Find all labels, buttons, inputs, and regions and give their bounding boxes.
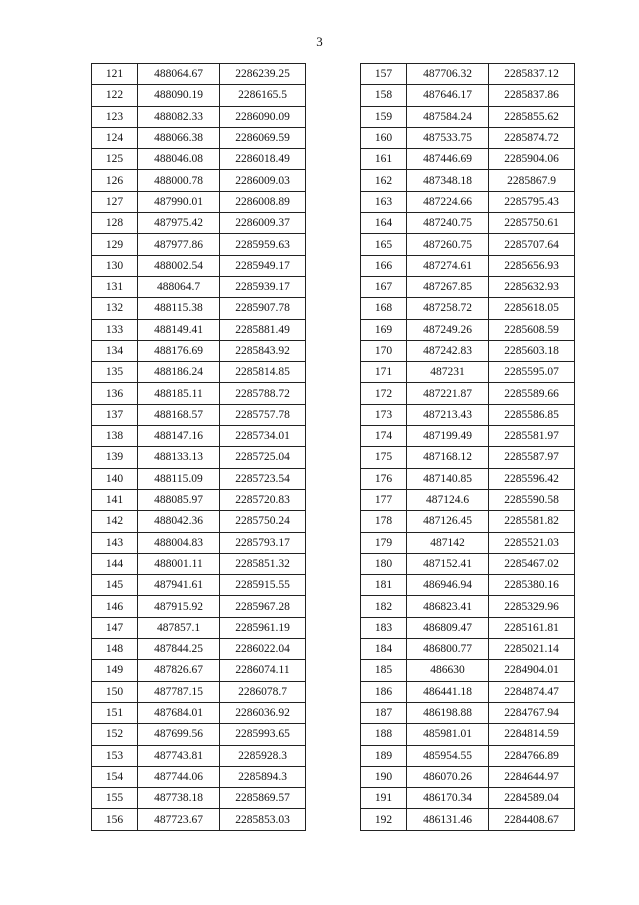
x-coordinate-cell: 487168.12 <box>407 447 489 468</box>
coordinates-table-left <box>91 63 306 831</box>
x-coordinate-cell: 487446.69 <box>407 149 489 170</box>
point-number-cell: 175 <box>361 447 407 468</box>
y-coordinate-cell: 2285589.66 <box>489 383 575 404</box>
point-number-cell: 151 <box>92 702 138 723</box>
y-coordinate-cell: 2286078.7 <box>220 681 306 702</box>
table-row <box>92 170 306 191</box>
x-coordinate-cell: 487975.42 <box>138 213 220 234</box>
y-coordinate-cell: 2285603.18 <box>489 340 575 361</box>
table-row <box>92 106 306 127</box>
point-number-cell: 163 <box>361 191 407 212</box>
y-coordinate-cell: 2285869.57 <box>220 788 306 809</box>
point-number-cell: 165 <box>361 234 407 255</box>
y-coordinate-cell: 2285915.55 <box>220 575 306 596</box>
y-coordinate-cell: 2285928.3 <box>220 745 306 766</box>
y-coordinate-cell: 2285467.02 <box>489 553 575 574</box>
point-number-cell: 190 <box>361 766 407 787</box>
y-coordinate-cell: 2284589.04 <box>489 788 575 809</box>
table-row <box>92 127 306 148</box>
x-coordinate-cell: 488085.97 <box>138 489 220 510</box>
y-coordinate-cell: 2285881.49 <box>220 319 306 340</box>
point-number-cell: 171 <box>361 362 407 383</box>
y-coordinate-cell: 2284874.47 <box>489 681 575 702</box>
table-row <box>361 575 575 596</box>
table-row <box>361 681 575 702</box>
table-row <box>92 809 306 830</box>
y-coordinate-cell: 2285814.85 <box>220 362 306 383</box>
point-number-cell: 146 <box>92 596 138 617</box>
point-number-cell: 154 <box>92 766 138 787</box>
point-number-cell: 136 <box>92 383 138 404</box>
x-coordinate-cell: 487260.75 <box>407 234 489 255</box>
x-coordinate-cell: 485981.01 <box>407 724 489 745</box>
point-number-cell: 166 <box>361 255 407 276</box>
table-row <box>361 234 575 255</box>
x-coordinate-cell: 488001.11 <box>138 553 220 574</box>
table-row <box>361 340 575 361</box>
point-number-cell: 157 <box>361 64 407 85</box>
x-coordinate-cell: 488002.54 <box>138 255 220 276</box>
y-coordinate-cell: 2285750.24 <box>220 511 306 532</box>
point-number-cell: 134 <box>92 340 138 361</box>
page-number: 3 <box>316 34 323 49</box>
y-coordinate-cell: 2286036.92 <box>220 702 306 723</box>
table-row <box>361 127 575 148</box>
x-coordinate-cell: 487240.75 <box>407 213 489 234</box>
x-coordinate-cell: 486946.94 <box>407 575 489 596</box>
table-row <box>92 234 306 255</box>
y-coordinate-cell: 2284904.01 <box>489 660 575 681</box>
table-row <box>92 276 306 297</box>
x-coordinate-cell: 487826.67 <box>138 660 220 681</box>
point-number-cell: 131 <box>92 276 138 297</box>
table-row <box>92 553 306 574</box>
table-row <box>92 596 306 617</box>
coordinates-table-right <box>360 63 575 831</box>
table-row <box>361 319 575 340</box>
point-number-cell: 137 <box>92 404 138 425</box>
table-row <box>92 362 306 383</box>
x-coordinate-cell: 487646.17 <box>407 85 489 106</box>
table-row <box>361 64 575 85</box>
table-row <box>361 298 575 319</box>
point-number-cell: 152 <box>92 724 138 745</box>
point-number-cell: 187 <box>361 702 407 723</box>
y-coordinate-cell: 2286009.03 <box>220 170 306 191</box>
point-number-cell: 147 <box>92 617 138 638</box>
table-row <box>92 64 306 85</box>
y-coordinate-cell: 2285795.43 <box>489 191 575 212</box>
table-row <box>92 255 306 276</box>
table-row <box>361 276 575 297</box>
y-coordinate-cell: 2285618.05 <box>489 298 575 319</box>
y-coordinate-cell: 2285596.42 <box>489 468 575 489</box>
point-number-cell: 185 <box>361 660 407 681</box>
y-coordinate-cell: 2285632.93 <box>489 276 575 297</box>
x-coordinate-cell: 487258.72 <box>407 298 489 319</box>
y-coordinate-cell: 2285867.9 <box>489 170 575 191</box>
x-coordinate-cell: 487787.15 <box>138 681 220 702</box>
point-number-cell: 128 <box>92 213 138 234</box>
y-coordinate-cell: 2285595.07 <box>489 362 575 383</box>
table-row <box>92 298 306 319</box>
table-row <box>92 660 306 681</box>
point-number-cell: 140 <box>92 468 138 489</box>
point-number-cell: 133 <box>92 319 138 340</box>
y-coordinate-cell: 2286009.37 <box>220 213 306 234</box>
table-row <box>361 362 575 383</box>
point-number-cell: 153 <box>92 745 138 766</box>
x-coordinate-cell: 486823.41 <box>407 596 489 617</box>
table-row <box>361 596 575 617</box>
y-coordinate-cell: 2285843.92 <box>220 340 306 361</box>
point-number-cell: 122 <box>92 85 138 106</box>
table-row <box>361 383 575 404</box>
y-coordinate-cell: 2285853.03 <box>220 809 306 830</box>
x-coordinate-cell: 487533.75 <box>407 127 489 148</box>
table-row <box>92 191 306 212</box>
y-coordinate-cell: 2285707.64 <box>489 234 575 255</box>
y-coordinate-cell: 2284408.67 <box>489 809 575 830</box>
x-coordinate-cell: 487915.92 <box>138 596 220 617</box>
x-coordinate-cell: 487706.32 <box>407 64 489 85</box>
point-number-cell: 178 <box>361 511 407 532</box>
table-row <box>361 468 575 489</box>
x-coordinate-cell: 487699.56 <box>138 724 220 745</box>
y-coordinate-cell: 2285837.86 <box>489 85 575 106</box>
y-coordinate-cell: 2285590.58 <box>489 489 575 510</box>
point-number-cell: 170 <box>361 340 407 361</box>
x-coordinate-cell: 487221.87 <box>407 383 489 404</box>
x-coordinate-cell: 487242.83 <box>407 340 489 361</box>
x-coordinate-cell: 486441.18 <box>407 681 489 702</box>
y-coordinate-cell: 2285837.12 <box>489 64 575 85</box>
y-coordinate-cell: 2285329.96 <box>489 596 575 617</box>
y-coordinate-cell: 2285380.16 <box>489 575 575 596</box>
y-coordinate-cell: 2285161.81 <box>489 617 575 638</box>
x-coordinate-cell: 486198.88 <box>407 702 489 723</box>
table-row <box>92 468 306 489</box>
table-row <box>361 724 575 745</box>
x-coordinate-cell: 487857.1 <box>138 617 220 638</box>
x-coordinate-cell: 488133.13 <box>138 447 220 468</box>
y-coordinate-cell: 2285894.3 <box>220 766 306 787</box>
y-coordinate-cell: 2284766.89 <box>489 745 575 766</box>
x-coordinate-cell: 487743.81 <box>138 745 220 766</box>
x-coordinate-cell: 488168.57 <box>138 404 220 425</box>
point-number-cell: 188 <box>361 724 407 745</box>
x-coordinate-cell: 487977.86 <box>138 234 220 255</box>
point-number-cell: 142 <box>92 511 138 532</box>
y-coordinate-cell: 2286074.11 <box>220 660 306 681</box>
table-row <box>361 617 575 638</box>
x-coordinate-cell: 487738.18 <box>138 788 220 809</box>
table-row <box>92 575 306 596</box>
point-number-cell: 173 <box>361 404 407 425</box>
table-row <box>92 745 306 766</box>
table-row <box>92 149 306 170</box>
y-coordinate-cell: 2285874.72 <box>489 127 575 148</box>
x-coordinate-cell: 488149.41 <box>138 319 220 340</box>
y-coordinate-cell: 2285656.93 <box>489 255 575 276</box>
x-coordinate-cell: 486070.26 <box>407 766 489 787</box>
y-coordinate-cell: 2286069.59 <box>220 127 306 148</box>
y-coordinate-cell: 2285581.97 <box>489 426 575 447</box>
x-coordinate-cell: 488090.19 <box>138 85 220 106</box>
x-coordinate-cell: 488082.33 <box>138 106 220 127</box>
point-number-cell: 125 <box>92 149 138 170</box>
point-number-cell: 123 <box>92 106 138 127</box>
point-number-cell: 148 <box>92 639 138 660</box>
table-row <box>92 766 306 787</box>
x-coordinate-cell: 486809.47 <box>407 617 489 638</box>
point-number-cell: 191 <box>361 788 407 809</box>
point-number-cell: 189 <box>361 745 407 766</box>
y-coordinate-cell: 2285720.83 <box>220 489 306 510</box>
x-coordinate-cell: 488176.69 <box>138 340 220 361</box>
point-number-cell: 141 <box>92 489 138 510</box>
x-coordinate-cell: 487142 <box>407 532 489 553</box>
x-coordinate-cell: 487348.18 <box>407 170 489 191</box>
x-coordinate-cell: 487124.6 <box>407 489 489 510</box>
table-row <box>361 426 575 447</box>
y-coordinate-cell: 2286090.09 <box>220 106 306 127</box>
table-row <box>361 404 575 425</box>
table-row <box>92 788 306 809</box>
point-number-cell: 174 <box>361 426 407 447</box>
table-row <box>92 489 306 510</box>
table-row <box>361 213 575 234</box>
point-number-cell: 186 <box>361 681 407 702</box>
table-row <box>92 340 306 361</box>
x-coordinate-cell: 487126.45 <box>407 511 489 532</box>
table-row <box>92 532 306 553</box>
y-coordinate-cell: 2286239.25 <box>220 64 306 85</box>
point-number-cell: 127 <box>92 191 138 212</box>
y-coordinate-cell: 2284644.97 <box>489 766 575 787</box>
x-coordinate-cell: 488185.11 <box>138 383 220 404</box>
point-number-cell: 184 <box>361 639 407 660</box>
table-row <box>92 639 306 660</box>
point-number-cell: 132 <box>92 298 138 319</box>
table-row <box>92 383 306 404</box>
point-number-cell: 162 <box>361 170 407 191</box>
table-row <box>361 660 575 681</box>
point-number-cell: 172 <box>361 383 407 404</box>
y-coordinate-cell: 2285788.72 <box>220 383 306 404</box>
y-coordinate-cell: 2285725.04 <box>220 447 306 468</box>
table-row <box>361 639 575 660</box>
y-coordinate-cell: 2285949.17 <box>220 255 306 276</box>
y-coordinate-cell: 2286018.49 <box>220 149 306 170</box>
y-coordinate-cell: 2286165.5 <box>220 85 306 106</box>
point-number-cell: 135 <box>92 362 138 383</box>
x-coordinate-cell: 487152.41 <box>407 553 489 574</box>
point-number-cell: 183 <box>361 617 407 638</box>
x-coordinate-cell: 488046.08 <box>138 149 220 170</box>
x-coordinate-cell: 488004.83 <box>138 532 220 553</box>
y-coordinate-cell: 2285021.14 <box>489 639 575 660</box>
table-row <box>92 85 306 106</box>
table-row <box>361 809 575 830</box>
y-coordinate-cell: 2285581.82 <box>489 511 575 532</box>
x-coordinate-cell: 487744.06 <box>138 766 220 787</box>
x-coordinate-cell: 487267.85 <box>407 276 489 297</box>
point-number-cell: 156 <box>92 809 138 830</box>
x-coordinate-cell: 487684.01 <box>138 702 220 723</box>
point-number-cell: 126 <box>92 170 138 191</box>
table-row <box>361 447 575 468</box>
x-coordinate-cell: 487274.61 <box>407 255 489 276</box>
point-number-cell: 144 <box>92 553 138 574</box>
x-coordinate-cell: 488064.7 <box>138 276 220 297</box>
y-coordinate-cell: 2285967.28 <box>220 596 306 617</box>
x-coordinate-cell: 487844.25 <box>138 639 220 660</box>
x-coordinate-cell: 487224.66 <box>407 191 489 212</box>
table-row <box>361 149 575 170</box>
table-row <box>92 702 306 723</box>
y-coordinate-cell: 2284767.94 <box>489 702 575 723</box>
table-row <box>92 724 306 745</box>
y-coordinate-cell: 2285521.03 <box>489 532 575 553</box>
point-number-cell: 139 <box>92 447 138 468</box>
x-coordinate-cell: 486800.77 <box>407 639 489 660</box>
x-coordinate-cell: 486170.34 <box>407 788 489 809</box>
x-coordinate-cell: 487941.61 <box>138 575 220 596</box>
point-number-cell: 176 <box>361 468 407 489</box>
point-number-cell: 180 <box>361 553 407 574</box>
x-coordinate-cell: 487213.43 <box>407 404 489 425</box>
table-row <box>92 447 306 468</box>
y-coordinate-cell: 2284814.59 <box>489 724 575 745</box>
x-coordinate-cell: 486131.46 <box>407 809 489 830</box>
table-row <box>92 681 306 702</box>
x-coordinate-cell: 488000.78 <box>138 170 220 191</box>
x-coordinate-cell: 487199.49 <box>407 426 489 447</box>
table-row <box>361 191 575 212</box>
y-coordinate-cell: 2285750.61 <box>489 213 575 234</box>
point-number-cell: 143 <box>92 532 138 553</box>
x-coordinate-cell: 488042.36 <box>138 511 220 532</box>
y-coordinate-cell: 2285757.78 <box>220 404 306 425</box>
point-number-cell: 121 <box>92 64 138 85</box>
point-number-cell: 161 <box>361 149 407 170</box>
table-row <box>92 426 306 447</box>
point-number-cell: 158 <box>361 85 407 106</box>
point-number-cell: 177 <box>361 489 407 510</box>
table-row <box>361 553 575 574</box>
y-coordinate-cell: 2285793.17 <box>220 532 306 553</box>
table-row <box>361 702 575 723</box>
x-coordinate-cell: 488186.24 <box>138 362 220 383</box>
table-row <box>92 404 306 425</box>
table-row <box>361 788 575 809</box>
x-coordinate-cell: 487249.26 <box>407 319 489 340</box>
point-number-cell: 164 <box>361 213 407 234</box>
point-number-cell: 130 <box>92 255 138 276</box>
point-number-cell: 192 <box>361 809 407 830</box>
point-number-cell: 169 <box>361 319 407 340</box>
x-coordinate-cell: 488115.09 <box>138 468 220 489</box>
table-row <box>361 766 575 787</box>
x-coordinate-cell: 488115.38 <box>138 298 220 319</box>
y-coordinate-cell: 2285608.59 <box>489 319 575 340</box>
table-row <box>361 745 575 766</box>
table-row <box>361 170 575 191</box>
y-coordinate-cell: 2285723.54 <box>220 468 306 489</box>
point-number-cell: 160 <box>361 127 407 148</box>
y-coordinate-cell: 2285993.65 <box>220 724 306 745</box>
table-row <box>361 106 575 127</box>
x-coordinate-cell: 487990.01 <box>138 191 220 212</box>
y-coordinate-cell: 2285586.85 <box>489 404 575 425</box>
point-number-cell: 129 <box>92 234 138 255</box>
x-coordinate-cell: 487140.85 <box>407 468 489 489</box>
table-row <box>92 511 306 532</box>
point-number-cell: 138 <box>92 426 138 447</box>
x-coordinate-cell: 485954.55 <box>407 745 489 766</box>
point-number-cell: 159 <box>361 106 407 127</box>
y-coordinate-cell: 2285939.17 <box>220 276 306 297</box>
point-number-cell: 168 <box>361 298 407 319</box>
y-coordinate-cell: 2285961.19 <box>220 617 306 638</box>
x-coordinate-cell: 486630 <box>407 660 489 681</box>
x-coordinate-cell: 488064.67 <box>138 64 220 85</box>
table-row <box>361 532 575 553</box>
y-coordinate-cell: 2285734.01 <box>220 426 306 447</box>
y-coordinate-cell: 2285587.97 <box>489 447 575 468</box>
point-number-cell: 182 <box>361 596 407 617</box>
y-coordinate-cell: 2285851.32 <box>220 553 306 574</box>
x-coordinate-cell: 488066.38 <box>138 127 220 148</box>
point-number-cell: 179 <box>361 532 407 553</box>
y-coordinate-cell: 2285855.62 <box>489 106 575 127</box>
y-coordinate-cell: 2285959.63 <box>220 234 306 255</box>
point-number-cell: 145 <box>92 575 138 596</box>
x-coordinate-cell: 488147.16 <box>138 426 220 447</box>
table-row <box>361 511 575 532</box>
table-row <box>361 85 575 106</box>
table-row <box>92 213 306 234</box>
table-row <box>361 255 575 276</box>
x-coordinate-cell: 487723.67 <box>138 809 220 830</box>
point-number-cell: 167 <box>361 276 407 297</box>
table-row <box>92 319 306 340</box>
x-coordinate-cell: 487584.24 <box>407 106 489 127</box>
y-coordinate-cell: 2285907.78 <box>220 298 306 319</box>
x-coordinate-cell: 487231 <box>407 362 489 383</box>
point-number-cell: 124 <box>92 127 138 148</box>
point-number-cell: 149 <box>92 660 138 681</box>
y-coordinate-cell: 2286008.89 <box>220 191 306 212</box>
point-number-cell: 181 <box>361 575 407 596</box>
point-number-cell: 150 <box>92 681 138 702</box>
table-row <box>92 617 306 638</box>
table-row <box>361 489 575 510</box>
y-coordinate-cell: 2286022.04 <box>220 639 306 660</box>
y-coordinate-cell: 2285904.06 <box>489 149 575 170</box>
point-number-cell: 155 <box>92 788 138 809</box>
